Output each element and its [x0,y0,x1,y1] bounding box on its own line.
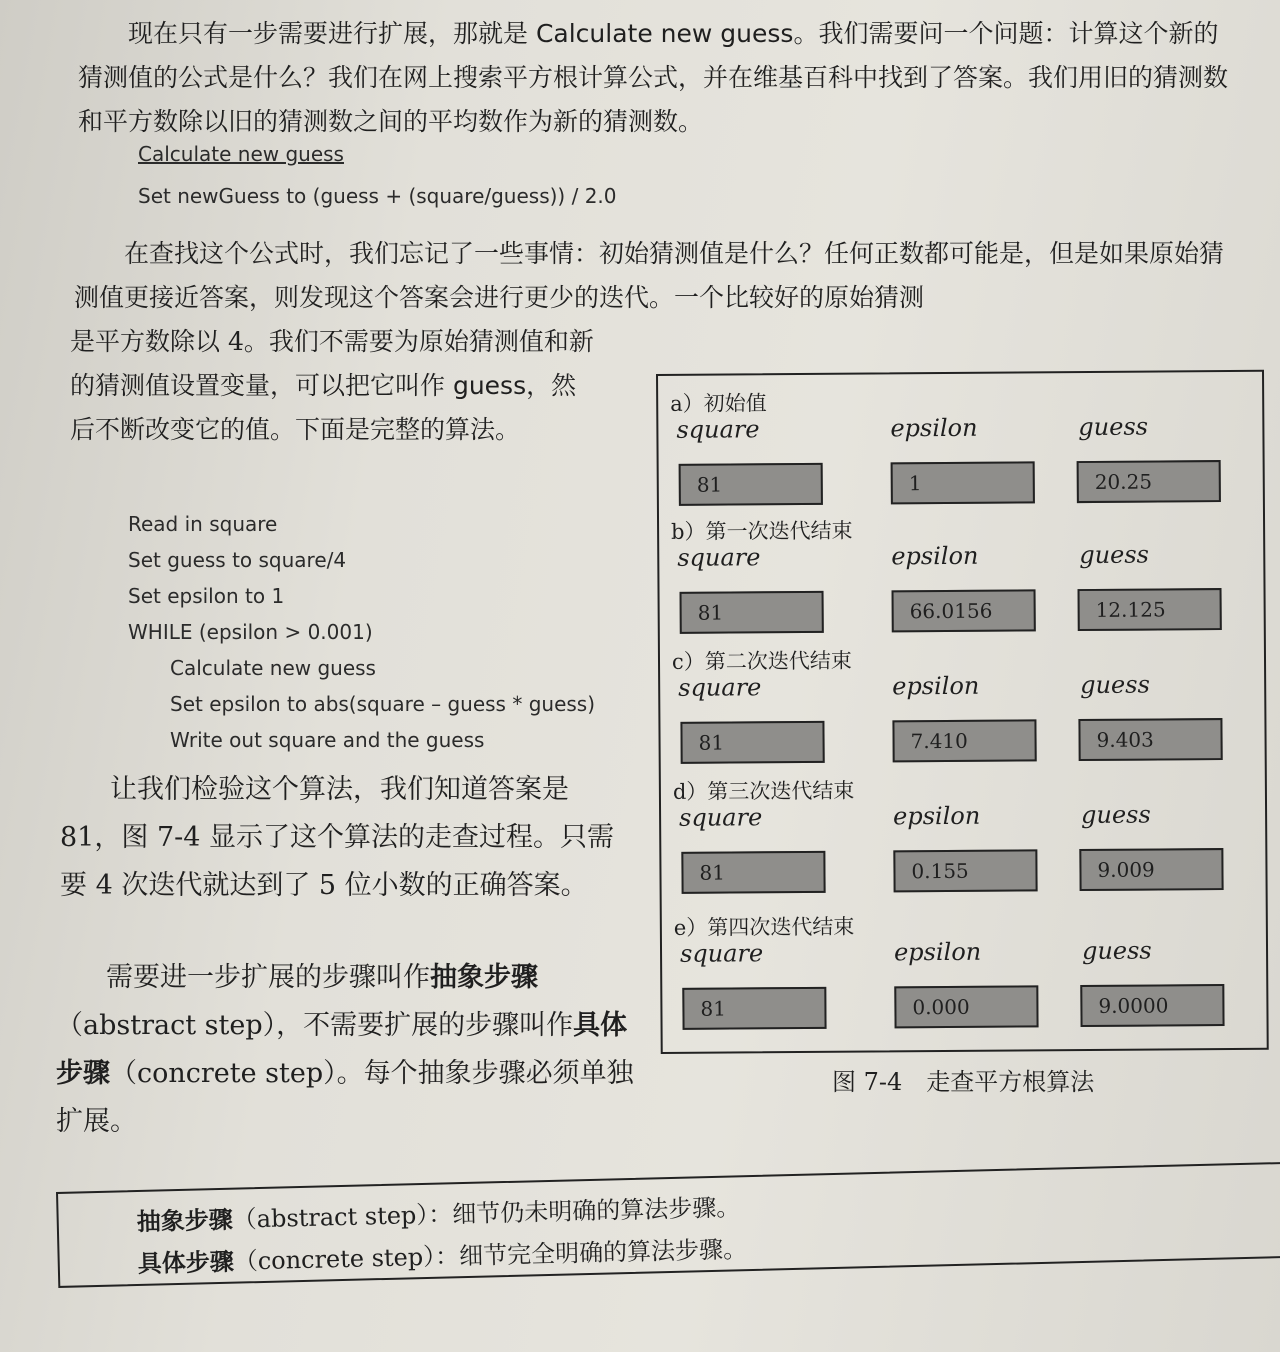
var-name-epsilon: epsilon [891,541,979,571]
var-name-epsilon: epsilon [893,937,982,967]
square-value-box: 81 [682,987,826,1030]
figure-caption: 图 7-4 走查平方根算法 [832,1068,1095,1096]
stage-label: d）第三次迭代结束 [672,778,855,804]
guess-value-box: 9.403 [1078,718,1222,761]
var-name-epsilon: epsilon [890,413,978,443]
guess-value-box: 9.009 [1079,848,1223,891]
var-name-guess: guess [1080,800,1151,830]
var-name-square: square [678,673,762,702]
algo-line: Set epsilon to 1 [128,584,285,608]
var-name-square: square [677,543,761,572]
var-name-guess: guess [1078,412,1149,442]
paragraph-2: 在查找这个公式时，我们忘记了一些事情：初始猜测值是什么？任何正数都可能是，但是如果原始猜测值更接近答案，则发现这个答案会进行更少的迭代。一个比较好的原始猜测 [74,239,1225,312]
stage-label: a）初始值 [670,391,767,416]
paragraph-1: 现在只有一步需要进行扩展，那就是 Calculate new guess。我们需要问一个问题：计算这个新的猜测值的公式是什么？我们在网上搜索平方根计算公式，并在维基百科中找到了答案。我们用旧的猜测数和平方数除以旧的猜测数之间的平均数作为新的猜测数。 [78,19,1229,136]
algo-line: WHILE (epsilon > 0.001) [128,620,373,644]
var-name-square: square [676,415,760,444]
square-value-box: 81 [680,721,824,764]
square-value-box: 81 [680,591,824,634]
paragraph-3: 让我们检验这个算法，我们知道答案是 81，图 7-4 显示了这个算法的走查过程。只需要 4 次迭代就达到了 5 位小数的正确答案。 [60,774,615,901]
epsilon-value-box: 66.0156 [892,589,1036,632]
guess-value-box: 20.25 [1077,460,1221,503]
figure-stage [658,384,1263,518]
algorithm-line: Set newGuess to (guess + (square/guess)) / 2.0 [138,184,617,208]
algo-line: Read in square [128,512,278,536]
figure-stage [662,908,1267,1042]
algo-line: Write out square and the guess [170,728,485,752]
square-value-box: 81 [681,851,825,894]
definition-concrete-step: 具体步骤（concrete step）：细节完全明确的算法步骤。 [137,1235,748,1279]
epsilon-value-box: 0.000 [894,985,1038,1028]
figure-stage [660,642,1265,776]
definition-abstract-step: 抽象步骤（abstract step）：细节仍未明确的算法步骤。 [136,1193,741,1237]
figure-stage [661,772,1266,906]
epsilon-value-box: 1 [891,461,1035,504]
figure-7-4 [656,370,1269,1054]
guess-value-box: 9.0000 [1080,984,1224,1027]
algo-line: Set guess to square/4 [128,548,347,572]
algorithm-heading: Calculate new guess [138,142,344,166]
var-name-square: square [679,803,763,832]
var-name-guess: guess [1079,540,1150,570]
figure-stage [659,512,1264,646]
definitions-box [56,1162,1280,1288]
var-name-epsilon: epsilon [892,801,981,831]
var-name-guess: guess [1080,670,1150,700]
guess-value-box: 12.125 [1078,588,1222,631]
square-value-box: 81 [679,463,823,506]
epsilon-value-box: 0.155 [893,849,1037,892]
algo-line: Calculate new guess [170,656,376,680]
var-name-square: square [679,939,764,968]
stage-label: b）第一次迭代结束 [671,518,853,544]
algorithm-snippet [138,136,617,214]
stage-label: c）第二次迭代结束 [671,648,852,674]
var-name-epsilon: epsilon [892,671,980,701]
stage-label: e）第四次迭代结束 [673,914,855,940]
var-name-guess: guess [1081,936,1152,966]
algo-line: Set epsilon to abs(square – guess * guess) [170,692,596,716]
paragraph-2-continued: 是平方数除以 4。我们不需要为原始猜测值和新的猜测值设置变量，可以把它叫作 guess，然后不断改变它的值。下面是完整的算法。 [70,327,594,444]
paragraph-4: 需要进一步扩展的步骤叫作抽象步骤（abstract step），不需要扩展的步骤叫作具体步骤（concrete step）。每个抽象步骤必须单独扩展。 [56,962,634,1137]
algorithm-full [128,506,595,758]
epsilon-value-box: 7.410 [892,719,1036,762]
